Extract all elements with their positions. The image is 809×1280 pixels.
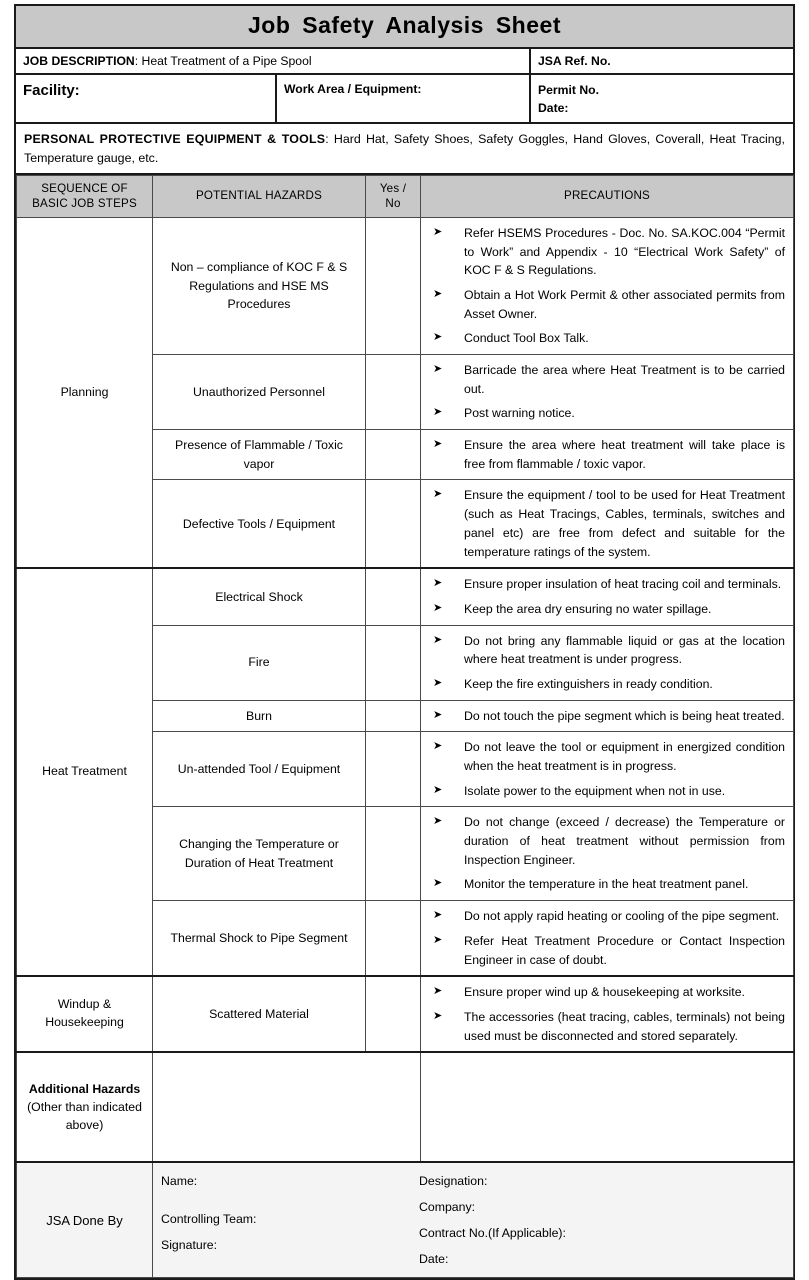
jsa-table-body (17, 217, 794, 1277)
precaution-text: Ensure proper insulation of heat tracing coil and terminals. (464, 577, 782, 592)
controlling-team-field[interactable]: Controlling Team: (161, 1212, 257, 1227)
precaution-text: Conduct Tool Box Talk. (464, 331, 589, 346)
precautions-cell (421, 732, 794, 807)
hazard-cell: Unauthorized Personnel (153, 355, 366, 430)
col-header-yesno-line1: Yes / (379, 181, 407, 195)
precautions-cell (421, 625, 794, 700)
precaution-text: Do not touch the pipe segment which is being heat treated. (464, 708, 785, 723)
col-header-steps-line1: SEQUENCE OF (41, 181, 128, 195)
yesno-cell[interactable] (366, 430, 421, 480)
facility-cell[interactable] (16, 75, 275, 122)
yesno-cell[interactable] (366, 568, 421, 625)
col-header-yesno-line2: No (385, 197, 401, 211)
precaution-item (427, 813, 785, 869)
precaution-text: Refer Heat Treatment Procedure or Contact Inspection Engineer in case of doubt. (464, 933, 785, 967)
precautions-cell (421, 901, 794, 977)
hazard-cell: Changing the Temperature or Duration of Heat Treatment (153, 807, 366, 901)
precautions-list (427, 907, 785, 969)
job-step-cell (17, 568, 153, 976)
job-step-cell (17, 976, 153, 1052)
additional-hazards-subtitle: (Other than indicated above) (27, 1100, 142, 1133)
job-description-row (16, 49, 793, 75)
yesno-cell[interactable] (366, 901, 421, 977)
precaution-text: Do not change (exceed / decrease) the Temperature or duration of heat treatment without permission from Inspection Engineer. (464, 815, 785, 867)
precautions-cell (421, 430, 794, 480)
precaution-text: Ensure the area where heat treatment will take place is free from flammable / toxic vapor. (464, 438, 785, 471)
arrow-bullet-icon: ➤ (433, 438, 443, 451)
arrow-bullet-icon: ➤ (433, 406, 443, 419)
jsa-table-head (17, 175, 794, 217)
precaution-item (427, 404, 785, 423)
jsa-ref-label: JSA Ref. No. (538, 54, 611, 68)
precaution-item (427, 707, 785, 726)
precaution-item (427, 486, 785, 561)
facility-label: Facility: (23, 82, 80, 99)
precautions-list (427, 486, 785, 561)
facility-row (16, 75, 793, 124)
yesno-cell[interactable] (366, 217, 421, 354)
arrow-bullet-icon: ➤ (433, 331, 443, 344)
arrow-bullet-icon: ➤ (433, 287, 443, 300)
arrow-bullet-icon: ➤ (433, 488, 443, 501)
yesno-cell[interactable] (366, 355, 421, 430)
precautions-cell (421, 217, 794, 354)
permit-no-label: Permit No. (538, 83, 599, 97)
col-header-hazards: POTENTIAL HAZARDS (153, 175, 366, 217)
signoff-right-column (417, 1174, 793, 1267)
precaution-item (427, 329, 785, 348)
hazard-cell: Burn (153, 700, 366, 732)
work-area-label: Work Area / Equipment: (284, 82, 422, 96)
precaution-text: Isolate power to the equipment when not in use. (464, 783, 726, 798)
arrow-bullet-icon: ➤ (433, 363, 443, 375)
yesno-cell[interactable] (366, 625, 421, 700)
job-step-label: Heat Treatment (42, 764, 127, 779)
hazard-cell: Electrical Shock (153, 568, 366, 625)
precautions-list (427, 983, 785, 1045)
precaution-item (427, 600, 785, 619)
arrow-bullet-icon: ➤ (433, 783, 443, 796)
hazard-cell: Non – compliance of KOC F & S Regulations and HSE MS Procedures (153, 217, 366, 354)
job-description-label: JOB DESCRIPTION (23, 54, 135, 68)
arrow-bullet-icon: ➤ (433, 909, 443, 922)
signoff-left-column (153, 1174, 417, 1267)
ppe-row (16, 124, 793, 174)
arrow-bullet-icon: ➤ (433, 601, 443, 614)
job-step-label: Windup & Housekeeping (45, 997, 124, 1030)
table-row (17, 976, 794, 1052)
table-row (17, 217, 794, 354)
precaution-text: Barricade the area where Heat Treatment is to be carried out. (464, 363, 785, 396)
page-title: Job Safety Analysis Sheet (248, 12, 561, 38)
precautions-list (427, 632, 785, 694)
arrow-bullet-icon: ➤ (433, 708, 443, 721)
precautions-list (427, 361, 785, 423)
precautions-cell (421, 568, 794, 625)
jsa-done-by-label: JSA Done By (17, 1162, 153, 1278)
precaution-item (427, 907, 785, 926)
job-description-cell[interactable] (16, 49, 529, 73)
designation-field[interactable]: Designation: (419, 1173, 488, 1188)
arrow-bullet-icon: ➤ (433, 740, 443, 753)
precaution-item (427, 1008, 785, 1045)
precautions-list (427, 436, 785, 473)
arrow-bullet-icon: ➤ (433, 633, 443, 646)
table-header-row (17, 175, 794, 217)
col-header-precautions: PRECAUTIONS (421, 175, 794, 217)
jsa-done-by-fields (153, 1162, 794, 1278)
hazard-cell: Un-attended Tool / Equipment (153, 732, 366, 807)
precaution-item (427, 738, 785, 775)
precaution-text: Do not leave the tool or equipment in energized condition when the heat treatment is in progress. (464, 740, 785, 773)
sheet-title-bar (16, 6, 793, 49)
precautions-list (427, 813, 785, 894)
ppe-value: : Hard Hat, Safety Shoes, Safety Goggles, Hand Gloves, Coverall, Heat Tracing, Temperature gauge, etc. (24, 132, 785, 165)
precautions-cell (421, 807, 794, 901)
precautions-cell (421, 480, 794, 568)
hazard-cell: Thermal Shock to Pipe Segment (153, 901, 366, 977)
arrow-bullet-icon: ➤ (433, 577, 443, 590)
col-header-yesno (366, 175, 421, 217)
arrow-bullet-icon: ➤ (433, 815, 443, 828)
arrow-bullet-icon: ➤ (433, 1009, 443, 1022)
precaution-item (427, 224, 785, 280)
hazard-cell: Presence of Flammable / Toxic vapor (153, 430, 366, 480)
hazard-cell: Defective Tools / Equipment (153, 480, 366, 568)
jsa-done-by-row (17, 1162, 794, 1278)
arrow-bullet-icon: ➤ (433, 676, 443, 689)
table-row (17, 568, 794, 625)
precaution-text: Monitor the temperature in the heat treatment panel. (464, 877, 749, 892)
precaution-text: Refer HSEMS Procedures - Doc. No. SA.KOC.004 “Permit to Work” and Appendix - 10 “Electrical Work Safety” of KOC F & S Regulations. (464, 225, 785, 278)
permit-date-label: Date: (538, 100, 569, 115)
precaution-item (427, 632, 785, 669)
yesno-cell[interactable] (366, 732, 421, 807)
additional-hazards-row (17, 1052, 794, 1162)
yesno-cell[interactable] (366, 480, 421, 568)
precautions-list (427, 738, 785, 800)
precaution-text: The accessories (heat tracing, cables, terminals) not being used must be disconnected and stored separately. (464, 1009, 785, 1043)
yesno-cell[interactable] (366, 976, 421, 1052)
precaution-item (427, 782, 785, 801)
precautions-list (427, 224, 785, 348)
signature-field[interactable]: Signature: (161, 1238, 218, 1253)
arrow-bullet-icon: ➤ (433, 985, 443, 998)
precaution-item (427, 286, 785, 323)
company-field[interactable]: Company: (419, 1200, 476, 1215)
ppe-label: PERSONAL PROTECTIVE EQUIPMENT & TOOLS (24, 132, 326, 147)
precaution-item (427, 436, 785, 473)
jsa-ref-cell[interactable] (529, 49, 793, 73)
arrow-bullet-icon: ➤ (433, 933, 443, 946)
precautions-list (427, 575, 785, 618)
precaution-text: Obtain a Hot Work Permit & other associated permits from Asset Owner. (464, 287, 785, 321)
precautions-cell (421, 700, 794, 732)
precaution-item (427, 675, 785, 694)
work-area-cell[interactable] (275, 75, 529, 122)
job-step-cell (17, 217, 153, 568)
precautions-list (427, 707, 785, 726)
precaution-item (427, 932, 785, 969)
precaution-text: Keep the area dry ensuring no water spillage. (464, 601, 712, 616)
additional-hazards-input-right[interactable] (421, 1052, 794, 1162)
precaution-text: Ensure the equipment / tool to be used for Heat Treatment (such as Heat Tracings, Cables, terminals, switches and panel etc) are free from defect and suitable for the temperature ratings of the system. (464, 488, 785, 559)
jsa-table (16, 175, 794, 1279)
yesno-cell[interactable] (366, 807, 421, 901)
hazard-cell: Fire (153, 625, 366, 700)
job-step-label: Planning (60, 384, 109, 399)
job-description-value: : Heat Treatment of a Pipe Spool (134, 54, 312, 68)
precaution-text: Post warning notice. (464, 406, 575, 421)
precaution-text: Do not bring any flammable liquid or gas at the location where heat treatment is under progress. (464, 633, 785, 667)
precautions-cell (421, 355, 794, 430)
yesno-cell[interactable] (366, 700, 421, 732)
permit-cell[interactable] (529, 75, 793, 122)
precaution-item (427, 575, 785, 594)
additional-hazards-title: Additional Hazards (28, 1081, 141, 1096)
jsa-sheet (14, 4, 795, 1280)
precaution-text: Keep the fire extinguishers in ready condition. (464, 676, 713, 691)
hazard-cell: Scattered Material (153, 976, 366, 1052)
col-header-steps (17, 175, 153, 217)
additional-hazards-input-left[interactable] (153, 1052, 421, 1162)
col-header-steps-line2: BASIC JOB STEPS (32, 197, 137, 211)
precaution-item (427, 983, 785, 1002)
contract-no-field[interactable]: Contract No.(If Applicable): (419, 1226, 566, 1241)
precautions-cell (421, 976, 794, 1052)
precaution-text: Ensure proper wind up & housekeeping at worksite. (464, 985, 745, 1000)
name-field[interactable]: Name: (161, 1173, 198, 1188)
additional-hazards-label-cell (17, 1052, 153, 1162)
arrow-bullet-icon: ➤ (433, 225, 443, 238)
date-field[interactable]: Date: (419, 1252, 449, 1267)
precaution-item (427, 875, 785, 894)
arrow-bullet-icon: ➤ (433, 877, 443, 890)
precaution-item (427, 361, 785, 398)
precaution-text: Do not apply rapid heating or cooling of the pipe segment. (464, 909, 780, 924)
